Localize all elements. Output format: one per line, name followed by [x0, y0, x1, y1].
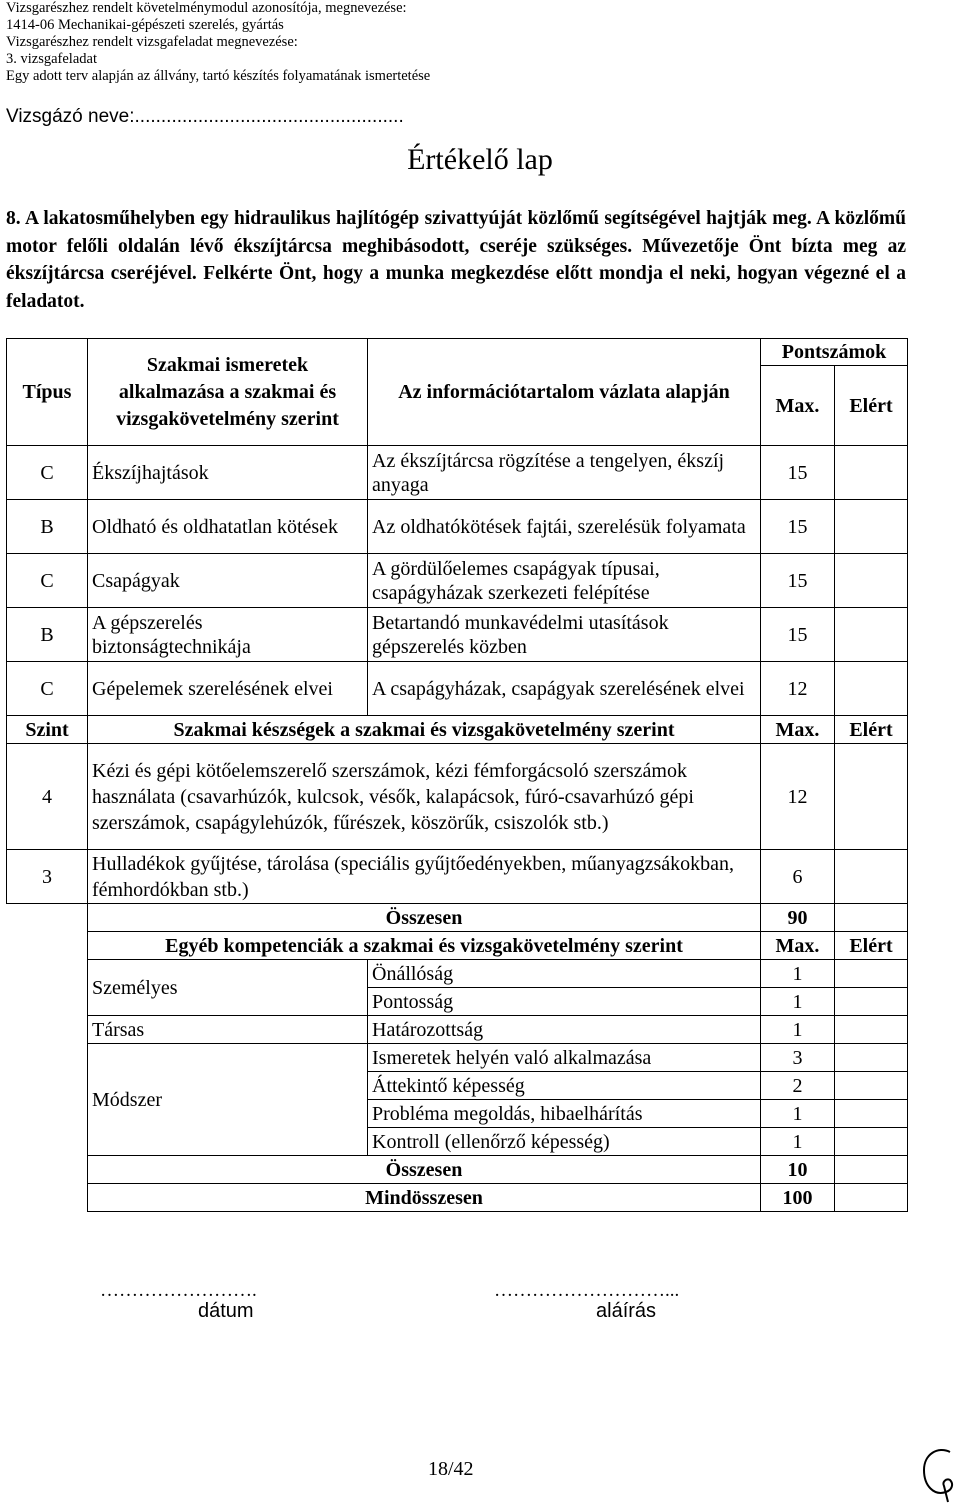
- candidate-name-field: Vizsgázó neve:...................................................: [6, 106, 404, 127]
- item-max: 1: [761, 1016, 835, 1044]
- task-title: Egy adott terv alapján az állvány, tartó készítés folyamatának ismertetése: [6, 68, 431, 84]
- subtotal-row: [7, 904, 908, 932]
- subtotal2-value: 10: [761, 1156, 835, 1184]
- skills-elert: Elért: [835, 716, 908, 744]
- row-content: Az ékszíjtárcsa rögzítése a tengelyen, ékszíj anyaga: [368, 446, 761, 500]
- row-max: 15: [761, 554, 835, 608]
- header-tipus: Típus: [7, 339, 88, 446]
- item-name: Önállóság: [368, 960, 761, 988]
- table-row: [7, 1044, 908, 1072]
- task-description: 8. A lakatosműhelyben egy hidraulikus hajlítógép szivattyúját közlőmű segítségével hajtják meg. A közlőmű motor felőli oldalán lévő ékszíjtárcsa meghibásodott, cseréje szükséges. Művezetője Önt bízta meg az ékszíjtárcsa cseréjével. Felkérte Önt, hogy a munka megkezdése előtt mondja el neki, hogyan végezné el a feladatot.: [6, 208, 906, 312]
- handwritten-initial-icon: [916, 1440, 960, 1503]
- row-type: B: [7, 500, 88, 554]
- skill-elert[interactable]: [835, 744, 908, 850]
- row-topic: Gépelemek szerelésének elvei: [88, 662, 368, 716]
- subtotal-elert[interactable]: [835, 904, 908, 932]
- row-type: C: [7, 662, 88, 716]
- row-elert[interactable]: [835, 608, 908, 662]
- skill-level: 3: [7, 850, 88, 904]
- row-type: C: [7, 554, 88, 608]
- skill-level: 4: [7, 744, 88, 850]
- date-dots: …………………….: [100, 1280, 257, 1301]
- other-max: Max.: [761, 932, 835, 960]
- subtotal-label: Összesen: [88, 904, 761, 932]
- signature-dots: ………………………...: [494, 1280, 680, 1301]
- row-type: C: [7, 446, 88, 500]
- item-elert[interactable]: [835, 1128, 908, 1156]
- module-label: Vizsgarészhez rendelt követelménymodul azonosítója, megnevezése:: [6, 0, 407, 16]
- subtotal2-label: Összesen: [88, 1156, 761, 1184]
- other-title: Egyéb kompetenciák a szakmai és vizsgakövetelmény szerint: [88, 932, 761, 960]
- table-header-row: [7, 339, 908, 366]
- header-elert: Elért: [835, 366, 908, 446]
- row-content: Az oldhatókötések fajtái, szerelésük folyamata: [368, 500, 761, 554]
- item-max: 1: [761, 1100, 835, 1128]
- table-row: [7, 446, 908, 500]
- row-elert[interactable]: [835, 446, 908, 500]
- item-max: 1: [761, 1128, 835, 1156]
- row-elert[interactable]: [835, 500, 908, 554]
- skills-title: Szakmai készségek a szakmai és vizsgakövetelmény szerint: [88, 716, 761, 744]
- item-name: Áttekintő képesség: [368, 1072, 761, 1100]
- row-topic: Ékszíjhajtások: [88, 446, 368, 500]
- row-max: 12: [761, 662, 835, 716]
- item-max: 3: [761, 1044, 835, 1072]
- item-name: Kontroll (ellenőrző képesség): [368, 1128, 761, 1156]
- row-content: A gördülőelemes csapágyak típusai, csapágyházak szerkezeti felépítése: [368, 554, 761, 608]
- row-content: Betartandó munkavédelmi utasítások gépszerelés közben: [368, 608, 761, 662]
- other-elert: Elért: [835, 932, 908, 960]
- skill-max: 12: [761, 744, 835, 850]
- header-pontszamok: Pontszámok: [761, 339, 908, 366]
- grand-total-value: 100: [761, 1184, 835, 1212]
- table-row: [7, 554, 908, 608]
- row-topic: Oldható és oldhatatlan kötések: [88, 500, 368, 554]
- item-elert[interactable]: [835, 988, 908, 1016]
- subtotal-row: [7, 1156, 908, 1184]
- item-name: Pontosság: [368, 988, 761, 1016]
- item-name: Határozottság: [368, 1016, 761, 1044]
- item-elert[interactable]: [835, 1100, 908, 1128]
- table-row: [7, 608, 908, 662]
- header-max: Max.: [761, 366, 835, 446]
- module-name: 1414-06 Mechanikai-gépészeti szerelés, gyártás: [6, 17, 284, 33]
- row-topic: Csapágyak: [88, 554, 368, 608]
- page-title: Értékelő lap: [407, 143, 553, 176]
- row-content: A csapágyházak, csapágyak szerelésének elvei: [368, 662, 761, 716]
- item-elert[interactable]: [835, 1044, 908, 1072]
- item-name: Ismeretek helyén való alkalmazása: [368, 1044, 761, 1072]
- item-name: Probléma megoldás, hibaelhárítás: [368, 1100, 761, 1128]
- table-row: [7, 744, 908, 850]
- skills-max: Max.: [761, 716, 835, 744]
- group-modszer: Módszer: [88, 1044, 368, 1156]
- header-szakmai: Szakmai ismeretek alkalmazása a szakmai és vizsgakövetelmény szerint: [88, 339, 368, 446]
- item-max: 1: [761, 988, 835, 1016]
- page-number: 18/42: [428, 1458, 474, 1480]
- item-elert[interactable]: [835, 1016, 908, 1044]
- skill-elert[interactable]: [835, 850, 908, 904]
- item-elert[interactable]: [835, 960, 908, 988]
- item-max: 2: [761, 1072, 835, 1100]
- task-label: Vizsgarészhez rendelt vizsgafeladat megnevezése:: [6, 34, 298, 50]
- row-max: 15: [761, 608, 835, 662]
- signature-label: aláírás: [596, 1300, 657, 1322]
- evaluation-table: [6, 338, 908, 1212]
- item-elert[interactable]: [835, 1072, 908, 1100]
- grand-total-row: [7, 1184, 908, 1212]
- subtotal-value: 90: [761, 904, 835, 932]
- table-row: [7, 1016, 908, 1044]
- skill-text: Hulladékok gyűjtése, tárolása (speciális gyűjtőedényekben, műanyagzsákokban, fémhordókban stb.): [88, 850, 761, 904]
- row-max: 15: [761, 446, 835, 500]
- grand-total-elert[interactable]: [835, 1184, 908, 1212]
- row-elert[interactable]: [835, 662, 908, 716]
- header-info: Az információtartalom vázlata alapján: [368, 339, 761, 446]
- row-topic: A gépszerelés biztonságtechnikája: [88, 608, 368, 662]
- skill-text: Kézi és gépi kötőelemszerelő szerszámok, kézi fémforgácsoló szerszámok használata (csavarhúzók, kulcsok, vésők, kalapácsok, fúró-csavarhúzó gépi szerszámok, csapágylehúzók, fűrészek, köszörűk, csiszolók stb.): [88, 744, 761, 850]
- date-label: dátum: [198, 1300, 254, 1322]
- skills-header-row: [7, 716, 908, 744]
- table-row: [7, 850, 908, 904]
- header-szint: Szint: [7, 716, 88, 744]
- skill-max: 6: [761, 850, 835, 904]
- row-max: 15: [761, 500, 835, 554]
- table-row: [7, 960, 908, 988]
- table-row: [7, 662, 908, 716]
- group-szemelyes: Személyes: [88, 960, 368, 1016]
- group-tarsas: Társas: [88, 1016, 368, 1044]
- other-header-row: [7, 932, 908, 960]
- item-max: 1: [761, 960, 835, 988]
- row-elert[interactable]: [835, 554, 908, 608]
- task-number: 3. vizsgafeladat: [6, 51, 97, 67]
- table-row: [7, 500, 908, 554]
- grand-total-label: Mindösszesen: [88, 1184, 761, 1212]
- subtotal2-elert[interactable]: [835, 1156, 908, 1184]
- row-type: B: [7, 608, 88, 662]
